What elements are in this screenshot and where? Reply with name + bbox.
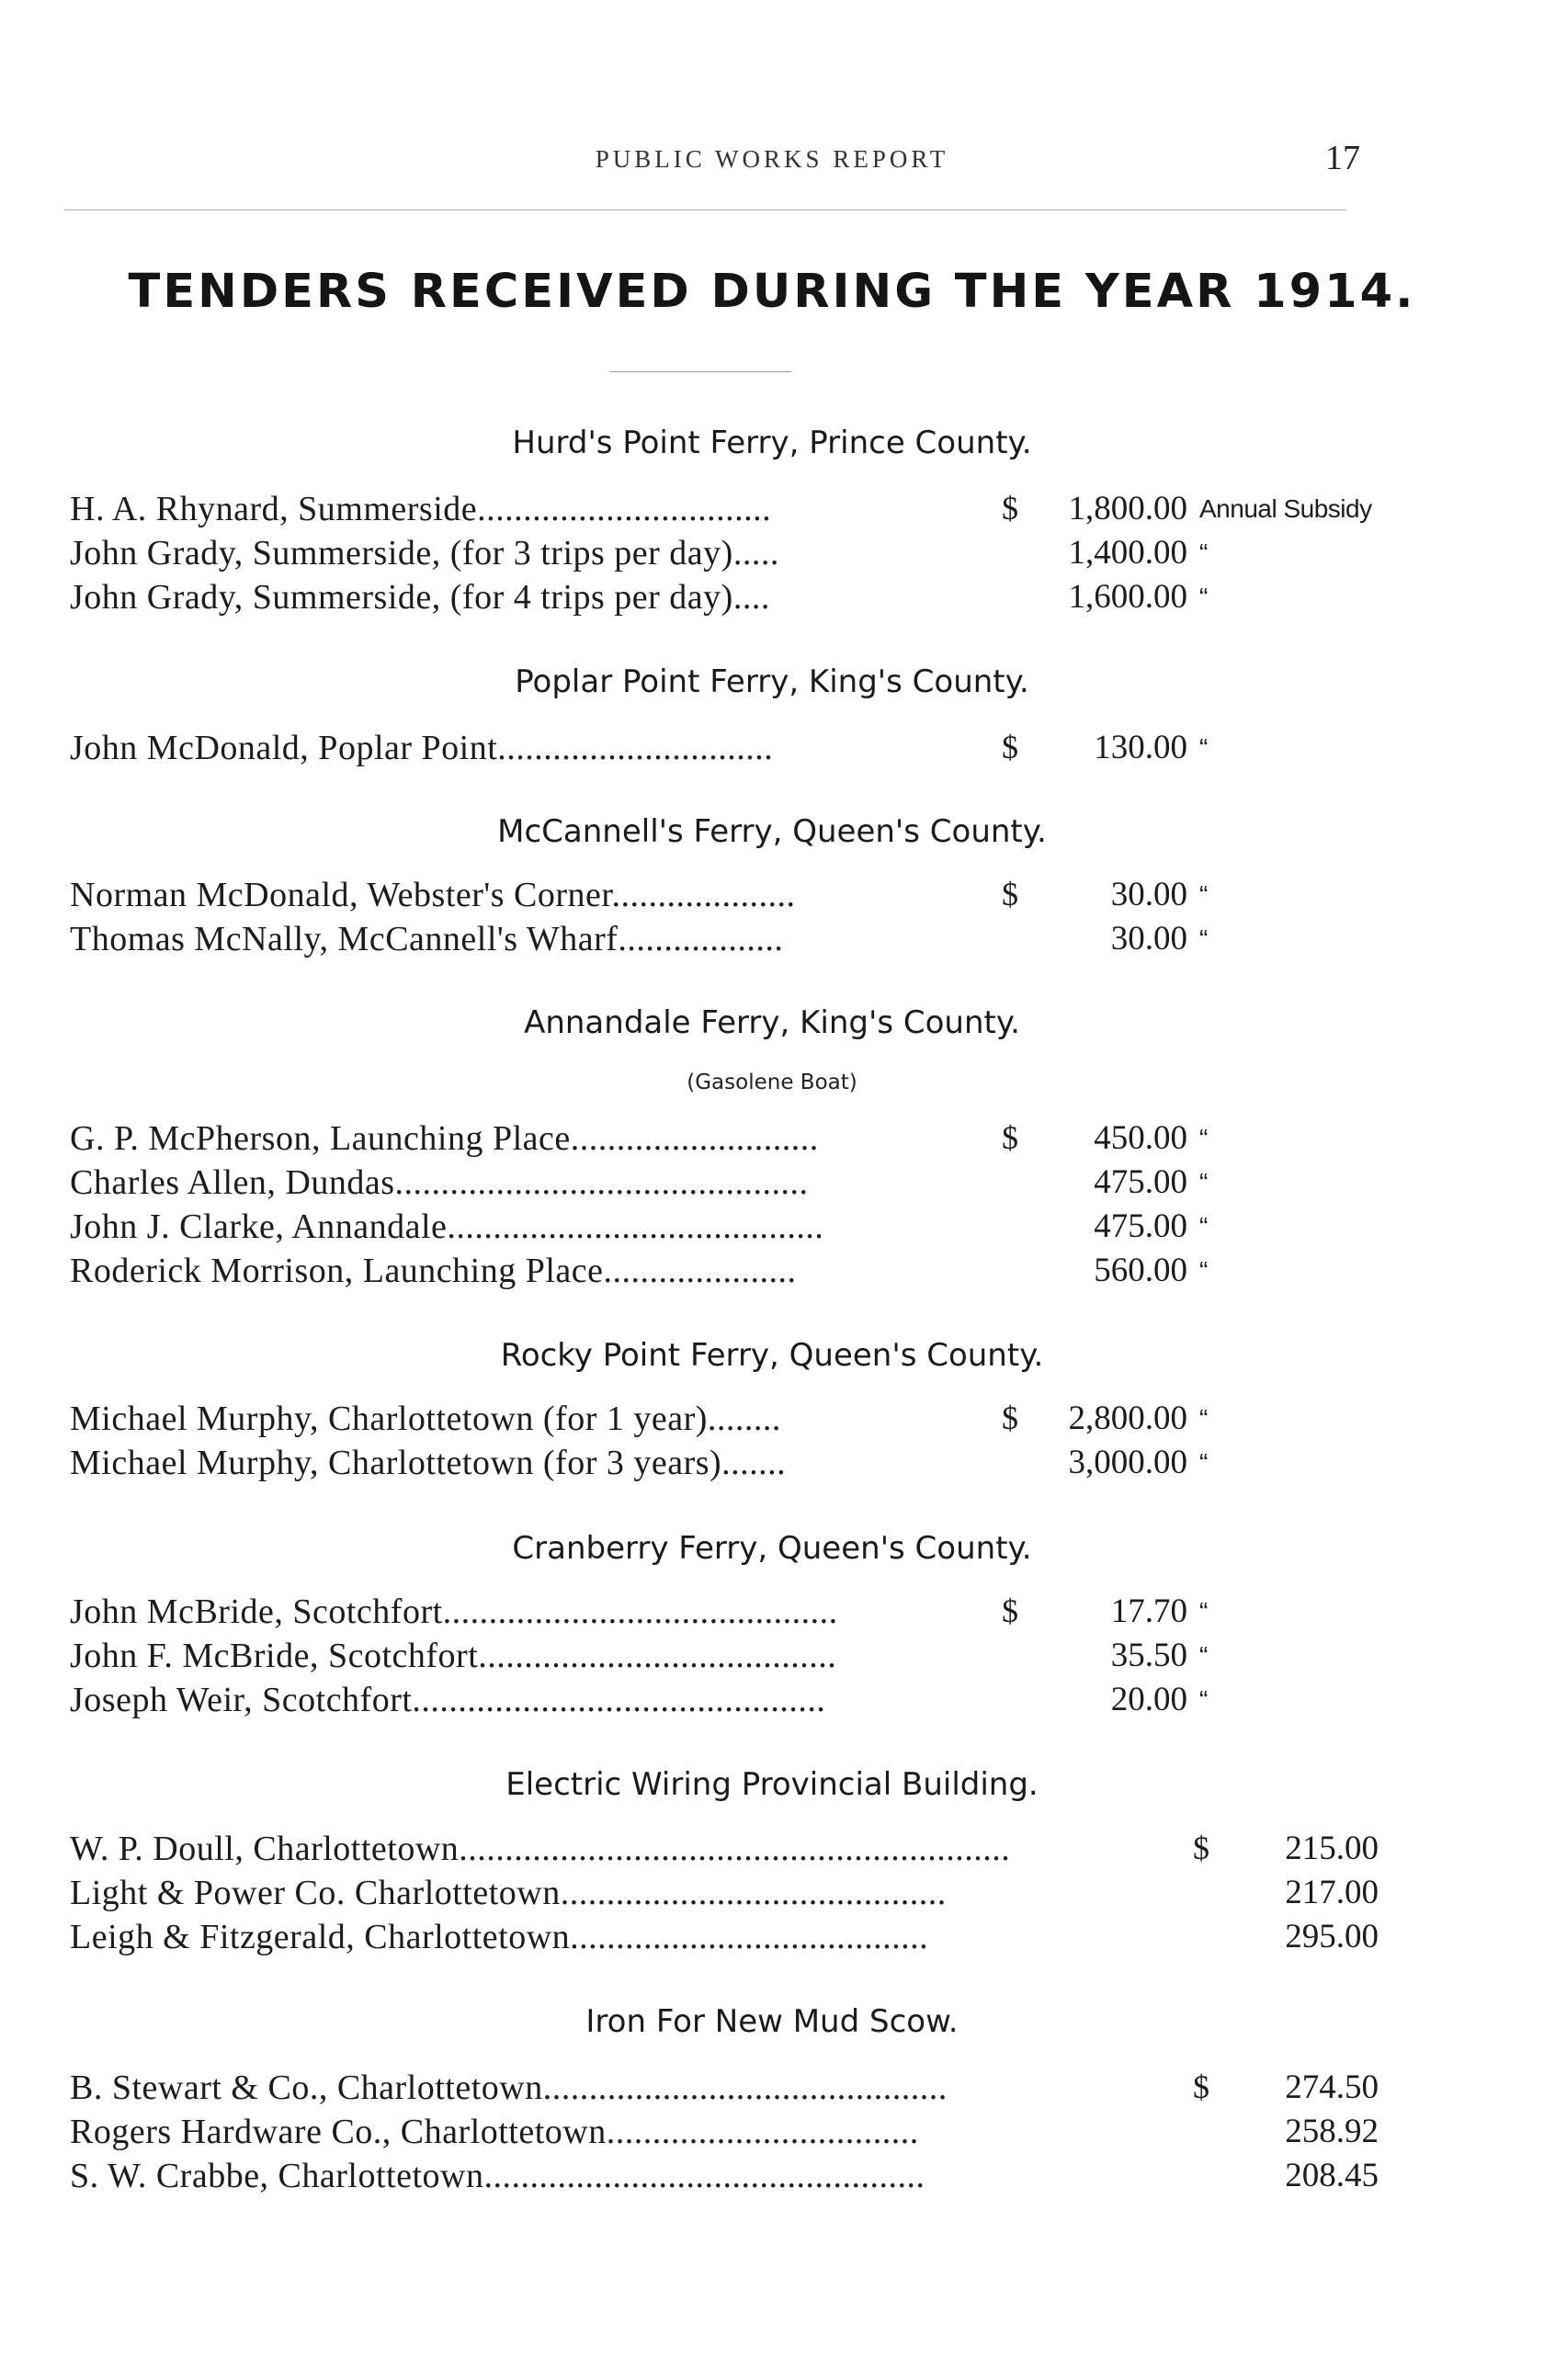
tender-amount: 130.00	[1094, 729, 1187, 766]
tender-row	[0, 1636, 1544, 1680]
bidder-name: Thomas McNally, McCannell's Wharf..................	[70, 920, 784, 958]
tender-amount: 1,600.00	[1068, 578, 1187, 616]
tender-row	[0, 1873, 1544, 1917]
tender-row	[0, 1680, 1544, 1724]
tender-note: “	[1199, 583, 1208, 611]
tender-row	[0, 1443, 1544, 1487]
page-number: 17	[1325, 139, 1360, 177]
bidder-name: B. Stewart & Co., Charlottetown............................................	[70, 2068, 948, 2107]
tender-amount: 217.00	[1285, 1874, 1379, 1911]
bidder-name: Norman McDonald, Webster's Corner....................	[70, 876, 796, 914]
tender-row	[0, 728, 1544, 772]
tender-row	[0, 1917, 1544, 1961]
dollar-sign: $	[1002, 1119, 1018, 1156]
tender-amount: 295.00	[1285, 1918, 1379, 1955]
section-heading: Poplar Point Ferry, King's County.	[515, 663, 1029, 700]
tender-row	[0, 1592, 1544, 1636]
bidder-name: John McDonald, Poplar Point..............................	[70, 729, 774, 767]
bidder-name: S. W. Crabbe, Charlottetown................................................	[70, 2157, 925, 2195]
bidder-name: Joseph Weir, Scotchfort.............................................	[70, 1681, 826, 1719]
page-title: TENDERS RECEIVED DURING THE YEAR 1914.	[128, 265, 1416, 319]
bidder-name: Leigh & Fitzgerald, Charlottetown.......................................	[70, 1918, 929, 1956]
tender-row	[0, 919, 1544, 963]
tender-row	[0, 489, 1544, 533]
running-head	[0, 138, 1544, 184]
tender-note: “	[1199, 1256, 1208, 1285]
bidder-name: John Grady, Summerside, (for 3 trips per day).....	[70, 534, 779, 572]
tender-amount: 258.92	[1285, 2113, 1379, 2150]
bidder-name: John J. Clarke, Annandale.........................................	[70, 1207, 824, 1246]
bidder-name: H. A. Rhynard, Summerside................................	[70, 490, 772, 528]
tender-amount: 35.50	[1110, 1637, 1187, 1674]
tender-row	[0, 1162, 1544, 1207]
tender-row	[0, 577, 1544, 621]
bidder-name: John McBride, Scotchfort...........................................	[70, 1592, 838, 1631]
tender-row	[0, 1829, 1544, 1873]
section-subheading: (Gasolene Boat)	[687, 1071, 857, 1094]
dollar-sign: $	[1002, 876, 1018, 912]
running-title: PUBLIC WORKS REPORT	[595, 145, 949, 173]
tender-amount: 274.50	[1285, 2068, 1379, 2106]
dollar-sign: $	[1002, 490, 1018, 527]
tender-note: “	[1199, 1685, 1208, 1714]
tender-note: “	[1199, 924, 1208, 953]
tender-amount: 3,000.00	[1068, 1444, 1187, 1481]
tender-note: “	[1199, 1168, 1208, 1196]
section-heading: Iron For New Mud Scow.	[585, 2003, 959, 2040]
dollar-sign: $	[1193, 2068, 1209, 2105]
bidder-name: Light & Power Co. Charlottetown..........................................	[70, 1874, 947, 1912]
tender-note: “	[1199, 1404, 1208, 1433]
tender-amount: 30.00	[1110, 876, 1187, 913]
tender-amount: 450.00	[1094, 1119, 1187, 1157]
tender-note: Annual Subsidy	[1199, 494, 1372, 523]
tender-row	[0, 533, 1544, 577]
tender-amount: 20.00	[1110, 1681, 1187, 1718]
tender-note: “	[1199, 1448, 1208, 1477]
dollar-sign: $	[1193, 1830, 1209, 1866]
bidder-name: John F. McBride, Scotchfort.......................................	[70, 1637, 837, 1675]
tender-row	[0, 2112, 1544, 2156]
tender-amount: 2,800.00	[1068, 1400, 1187, 1437]
section-heading: Rocky Point Ferry, Queen's County.	[500, 1337, 1044, 1374]
title-divider	[609, 371, 791, 372]
bidder-name: Rogers Hardware Co., Charlottetown..................................	[70, 2113, 919, 2151]
tender-amount: 208.45	[1285, 2157, 1379, 2194]
section-heading: McCannell's Ferry, Queen's County.	[497, 813, 1047, 850]
tender-note: “	[1199, 538, 1208, 567]
tender-note: “	[1199, 733, 1208, 762]
tender-row	[0, 1251, 1544, 1295]
tender-amount: 475.00	[1094, 1207, 1187, 1245]
bidder-name: Michael Murphy, Charlottetown (for 3 years).......	[70, 1444, 787, 1482]
section-heading: Annandale Ferry, King's County.	[524, 1004, 1020, 1041]
bidder-name: Charles Allen, Dundas.............................................	[70, 1163, 809, 1202]
bidder-name: John Grady, Summerside, (for 4 trips per day)....	[70, 578, 770, 617]
tender-note: “	[1199, 1641, 1208, 1670]
bidder-name: W. P. Doull, Charlottetown............................................................	[70, 1830, 1011, 1868]
tender-amount: 1,400.00	[1068, 534, 1187, 572]
section-heading: Cranberry Ferry, Queen's County.	[512, 1530, 1032, 1567]
tender-amount: 475.00	[1094, 1163, 1187, 1201]
tender-row	[0, 1118, 1544, 1162]
tender-amount: 215.00	[1285, 1830, 1379, 1867]
tender-row	[0, 1399, 1544, 1443]
bidder-name: Roderick Morrison, Launching Place.....................	[70, 1252, 797, 1290]
tender-amount: 1,800.00	[1068, 490, 1187, 527]
tender-amount: 17.70	[1110, 1592, 1187, 1630]
bidder-name: G. P. McPherson, Launching Place...........................	[70, 1119, 819, 1158]
section-heading: Electric Wiring Provincial Building.	[505, 1766, 1039, 1803]
tender-amount: 30.00	[1110, 920, 1187, 958]
dollar-sign: $	[1002, 1592, 1018, 1629]
tender-note: “	[1199, 880, 1208, 909]
tender-amount: 560.00	[1094, 1252, 1187, 1289]
section-heading: Hurd's Point Ferry, Prince County.	[512, 425, 1032, 461]
tender-note: “	[1199, 1597, 1208, 1626]
tender-row	[0, 1207, 1544, 1251]
dollar-sign: $	[1002, 1400, 1018, 1436]
bidder-name: Michael Murphy, Charlottetown (for 1 year)........	[70, 1400, 781, 1438]
tender-row	[0, 875, 1544, 919]
tender-note: “	[1199, 1124, 1208, 1152]
dollar-sign: $	[1002, 729, 1018, 765]
tender-note: “	[1199, 1212, 1208, 1241]
tender-row	[0, 2156, 1544, 2200]
tender-row	[0, 2068, 1544, 2112]
